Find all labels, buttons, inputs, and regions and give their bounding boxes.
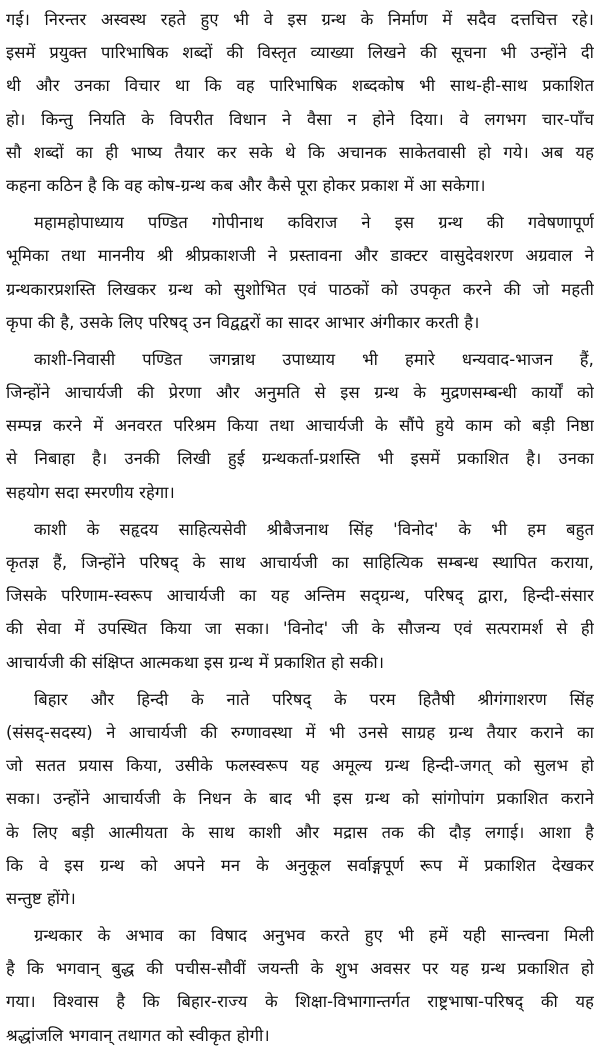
paragraph-1 [6, 3, 594, 202]
paragraph-3 [6, 343, 594, 509]
paragraph-6 [6, 919, 594, 1052]
text-line: के लिए बड़ी आत्मीयता के साथ काशी और मद्रास तक की दौड़ लगाई। आशा है [6, 822, 594, 842]
text-line: हो। किन्तु नियति के विपरीत विधान ने वैसा न होने दिया। वे लगभग चार-पाँच [6, 109, 594, 129]
text-line: (संसद्-सदस्य) ने आचार्यजी की रुग्णावस्था में भी उनसे साग्रह ग्रन्थ तैयार कराने का [6, 722, 594, 742]
text-line: कि वे इस ग्रन्थ को अपने मन के अनुकूल सर्वाङ्गपूर्ण रूप में प्रकाशित देखकर [6, 855, 594, 875]
text-line: जो सतत प्रयास किया, उसीके फलस्वरूप यह अमूल्य ग्रन्थ हिन्दी-जगत् को सुलभ हो [6, 756, 594, 776]
text-line: इसमें प्रयुक्त पारिभाषिक शब्दों की विस्तृत व्याख्या लिखने की सूचना भी उन्होंने दी [6, 43, 594, 63]
text-line: कृपा की है, उसके लिए परिषद् उन विद्वद्वरों का सादर आभार अंगीकार करती है। [6, 312, 480, 332]
text-line: काशी-निवासी पण्डित जगन्नाथ उपाध्याय भी हमारे धन्यवाद-भाजन हैं, [34, 349, 594, 369]
text-line: महामहोपाध्याय पण्डित गोपीनाथ कविराज ने इस ग्रन्थ की गवेषणापूर्ण [34, 213, 594, 233]
text-line: सन्तुष्ट होंगे। [6, 888, 76, 908]
paragraph-5 [6, 683, 594, 915]
text-line: से निबाहा है। उनकी लिखी हुई ग्रन्थकर्ता-प्रशस्ति भी इसमें प्रकाशित है। उनका [6, 449, 594, 469]
text-line: कृतज्ञ हैं, जिन्होंने परिषद् के साथ आचार्यजी का साहित्यिक सम्बन्ध स्थापित कराया, [6, 553, 594, 572]
text-line: भूमिका तथा माननीय श्री श्रीप्रकाशजी ने प्रस्तावना और डाक्टर वासुदेवशरण अग्रवाल ने [6, 246, 594, 266]
text-line: की सेवा में उपस्थित किया जा सका। 'विनोद' जी के सौजन्य एवं सत्परामर्श से ही [6, 619, 594, 639]
paragraph-2 [6, 206, 594, 339]
text-line: काशी के सहृदय साहित्यसेवी श्रीबैजनाथ सिंह 'विनोद' के भी हम बहुत [34, 519, 594, 539]
text-line: सम्पन्न करने में अनवरत परिश्रम किया तथा आचार्यजी के सौंपे हुये काम को बड़ी निष्ठा [6, 416, 594, 436]
text-line: आचार्यजी की संक्षिप्त आत्मकथा इस ग्रन्थ में प्रकाशित हो सकी। [6, 652, 385, 672]
text-line: ग्रन्थकार के अभाव का विषाद अनुभव करते हुए भी हमें यही सान्त्वना मिली [34, 926, 594, 946]
text-line: थी और उनका विचार था कि वह पारिभाषिक शब्दकोष भी साथ-ही-साथ प्रकाशित [6, 76, 594, 96]
text-line: सौ शब्दों का ही भाष्य तैयार कर सके थे कि अचानक साकेतवासी हो गये। अब यह [6, 142, 594, 162]
text-line: श्रद्धांजलि भगवान् तथागत को स्वीकृत होगी। [6, 1025, 270, 1045]
text-line: बिहार और हिन्दी के नाते परिषद् के परम हितैषी श्रीगंगाशरण सिंह [34, 689, 594, 709]
text-line: जिन्होंने आचार्यजी की प्रेरणा और अनुमति से इस ग्रन्थ के मुद्रणसम्बन्धी कार्यों को [6, 383, 594, 403]
text-line: सका। उन्होंने आचार्यजी के निधन के बाद भी इस ग्रन्थ को सांगोपांग प्रकाशित कराने [6, 789, 594, 809]
text-line: गया। विश्वास है कि बिहार-राज्य के शिक्षा-विभागान्तर्गत राष्ट्रभाषा-परिषद् की यह [6, 992, 594, 1012]
text-line: जिसके परिणाम-स्वरूप आचार्यजी का यह अन्तिम सद्ग्रन्थ, परिषद् द्वारा, हिन्दी-संसार [6, 586, 594, 606]
text-line: कहना कठिन है कि वह कोष-ग्रन्थ कब और कैसे पूरा होकर प्रकाश में आ सकेगा। [6, 175, 486, 195]
paragraph-4 [6, 513, 594, 679]
text-line: गई। निरन्तर अस्वस्थ रहते हुए भी वे इस ग्रन्थ के निर्माण में सदैव दत्तचित्त रहे। [6, 10, 594, 29]
text-line: है कि भगवान् बुद्ध की पचीस-सौवीं जयन्ती के शुभ अवसर पर यह ग्रन्थ प्रकाशित हो [6, 959, 594, 979]
text-line: ग्रन्थकारप्रशस्ति लिखकर ग्रन्थ को सुशोभित एवं पाठकों को उपकृत करने की जो महती [6, 279, 594, 299]
text-line: सहयोग सदा स्मरणीय रहेगा। [6, 482, 175, 502]
